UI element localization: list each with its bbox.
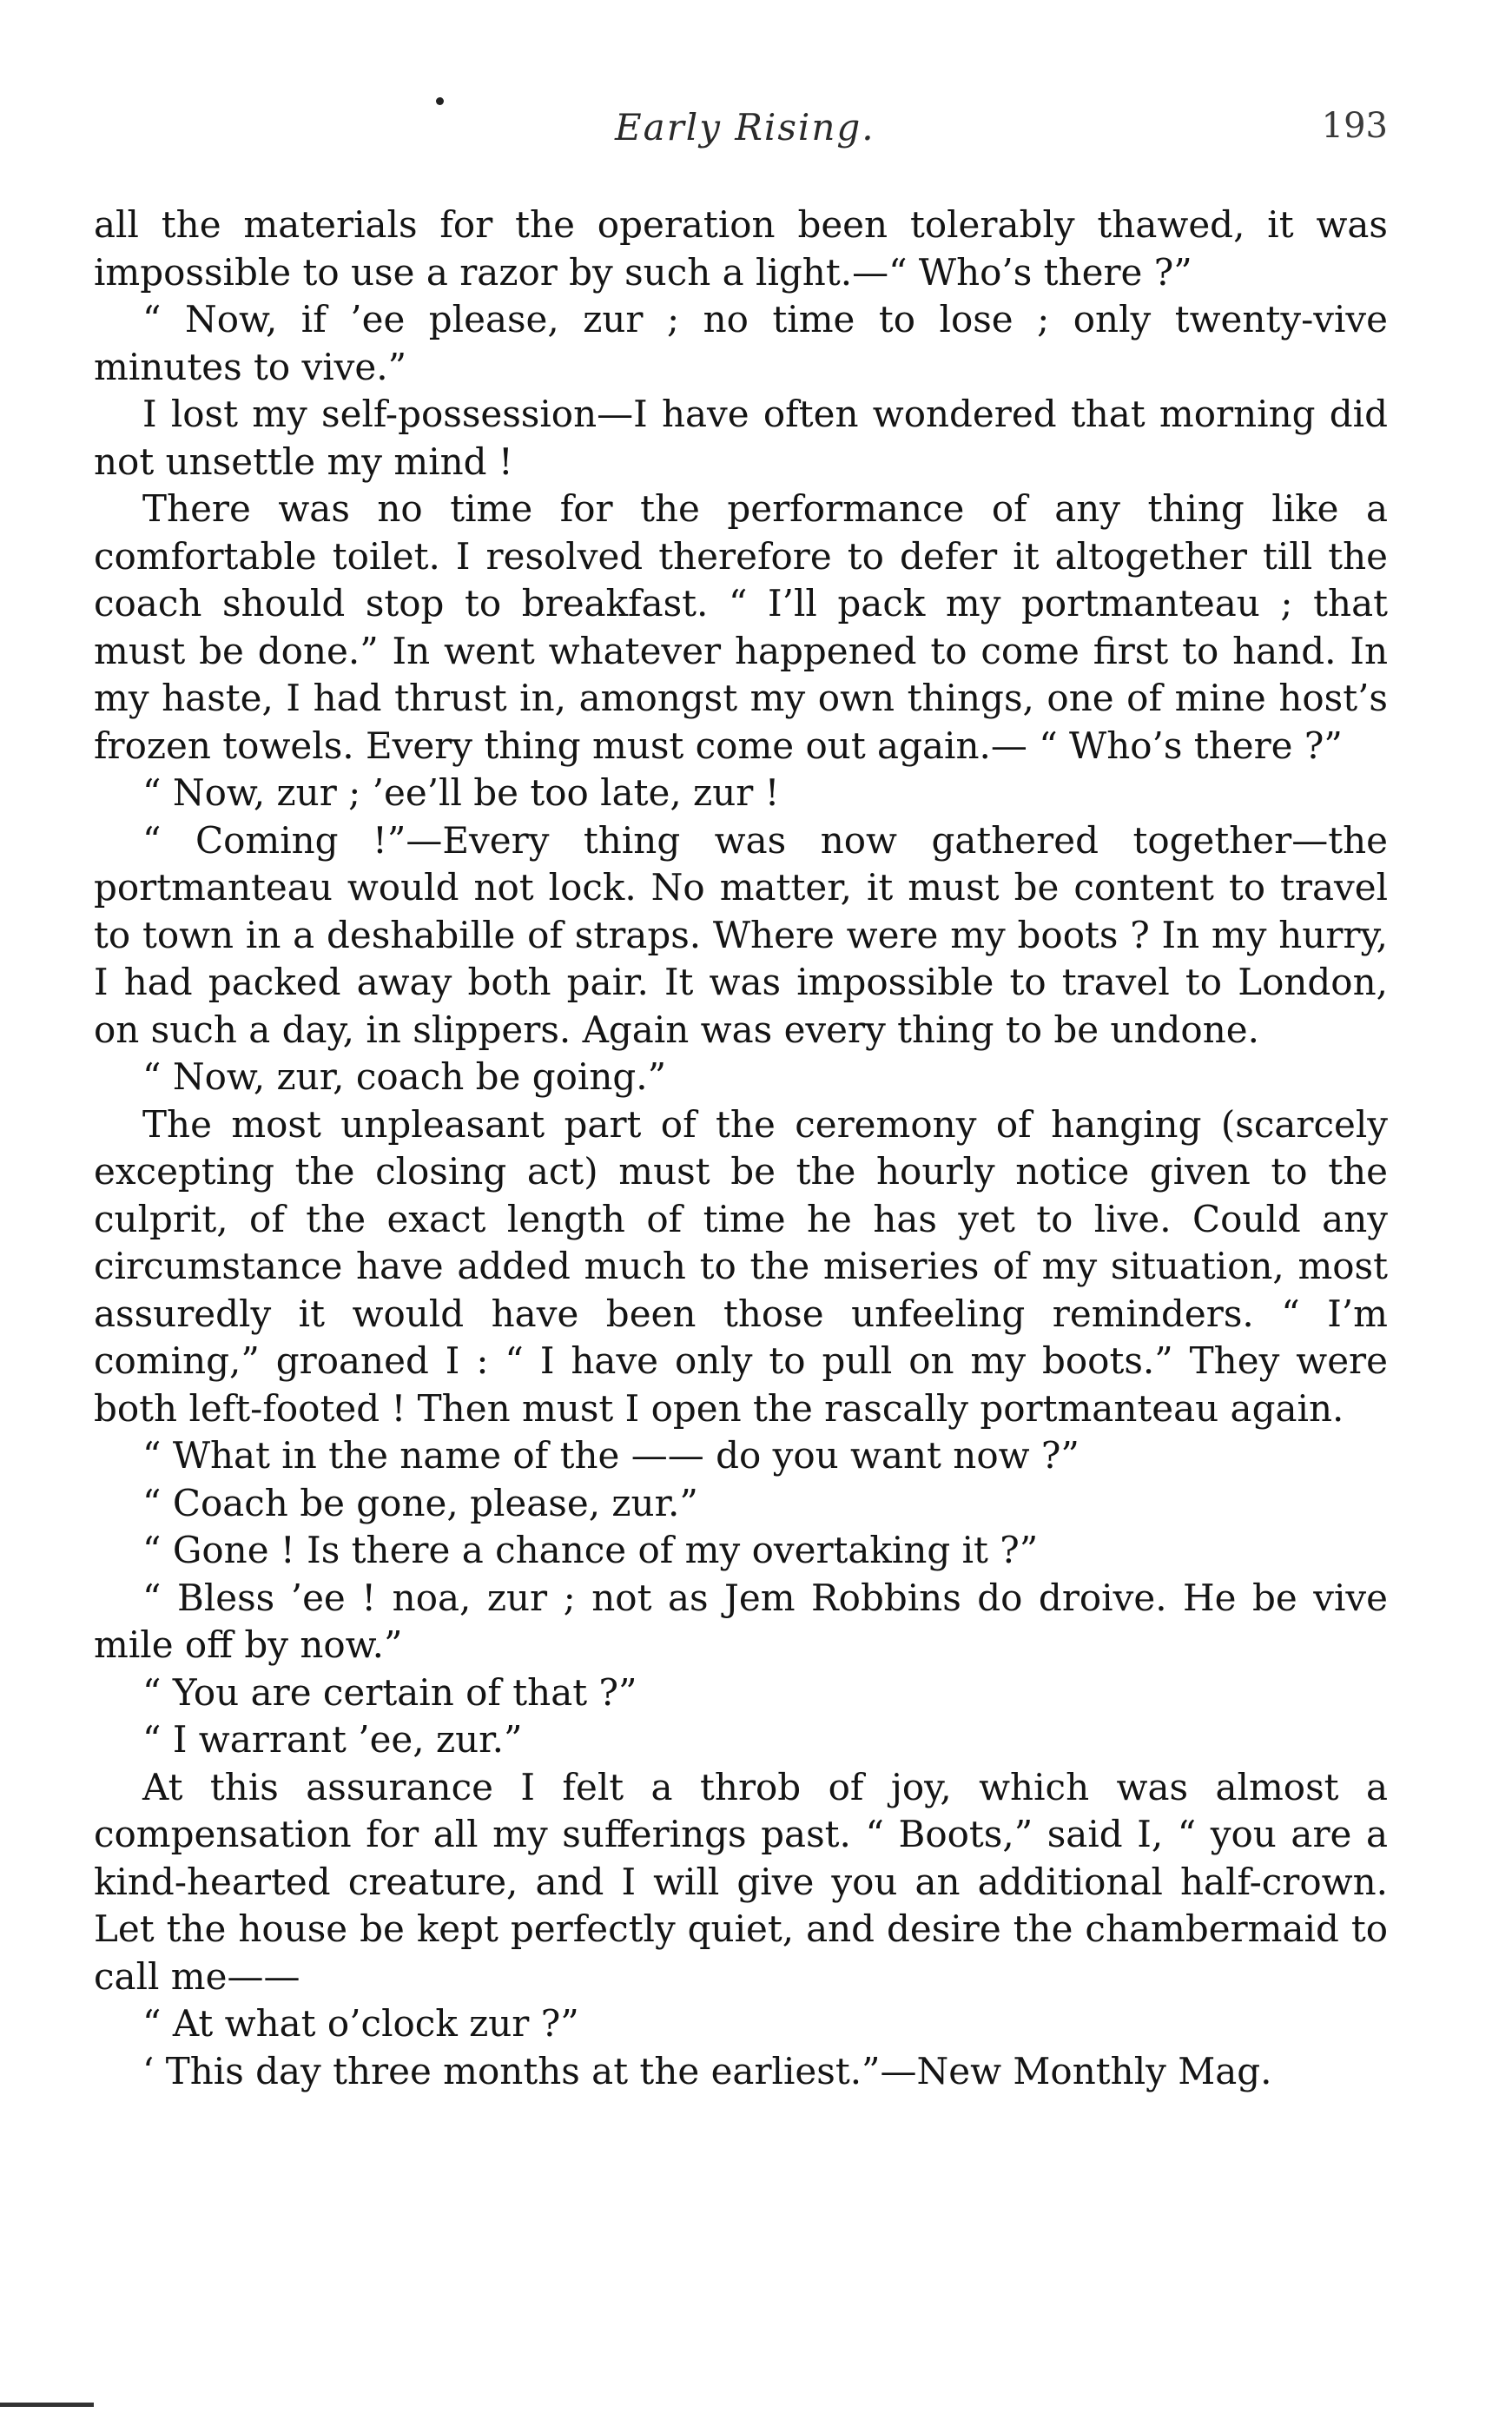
paragraph: “ At what o’clock zur ?” — [142, 2002, 579, 2045]
paragraph: “ Gone ! Is there a chance of my overtaking it ?” — [142, 1529, 1039, 1571]
paragraph: “ Now, zur, coach be going.” — [142, 1055, 667, 1098]
paragraph: “ You are certain of that ?” — [142, 1670, 637, 1714]
paragraph: I lost my self-possession—I have often wondered that morning did not unsettle my mind ! — [94, 393, 1388, 483]
paragraph: “ Now, if ’ee please, zur ; no time to lose ; only twenty-vive minutes to vive.” — [94, 298, 1388, 388]
running-head — [94, 106, 1388, 158]
paragraph: The most unpleasant part of the ceremony of hanging (scarcely excepting the closing act) must be the hourly notice given to the culprit, of the exact length of time he has yet to live. Could any circumstance have added much to the miseries of my situation, most assuredly it would have been those unfeeling reminders. “ I’m coming,” groaned I : “ I have only to pull on my boots.” They were both left-footed ! Then must I open the rascally portmanteau again. — [94, 1102, 1388, 1430]
scan-edge-mark — [0, 2403, 94, 2407]
paragraph: “ I warrant ’ee, zur.” — [142, 1718, 523, 1761]
paragraph: ‘ This day three months at the earliest.”—New Monthly Mag. — [142, 2049, 1272, 2092]
paragraph: “ Bless ’ee ! noa, zur ; not as Jem Robbins do droive. He be vive mile off by now.” — [94, 1576, 1388, 1666]
ink-dot — [436, 97, 444, 105]
paragraph: “ Coming !”—Every thing was now gathered together—the portmanteau would not lock. No matter, it must be content to travel to town in a deshabille of straps. Where were my boots ? In my hurry, I had packed away both pair. It was impossible to travel to London, on such a day, in slippers. Again was every thing to be undone. — [94, 818, 1388, 1051]
paragraph: At this assurance I felt a throb of joy, which was almost a compensation for all my sufferings past. “ Boots,” said I, “ you are a kind-hearted creature, and I will give you an additional half-crown. Let the house be kept perfectly quiet, and desire the chambermaid to call me—— — [94, 1765, 1388, 1998]
paragraph: There was no time for the performance of any thing like a comfortable toilet. I resolved therefore to defer it altogether till the coach should stop to breakfast. “ I’ll pack my portmanteau ; that must be done.” In went whatever happened to come first to hand. In my haste, I had thrust in, amongst my own things, one of mine host’s frozen towels. Every thing must come out again.— “ Who’s there ?” — [94, 487, 1388, 767]
paragraph: “ Now, zur ; ’ee’ll be too late, zur ! — [142, 771, 780, 814]
paragraph: all the materials for the operation been tolerably thawed, it was impossible to use a razor by such a light.—“ Who’s there ?” — [94, 203, 1388, 294]
paragraph: “ What in the name of the —— do you want now ?” — [142, 1434, 1080, 1477]
paragraph: “ Coach be gone, please, zur.” — [142, 1481, 698, 1524]
running-title: Early Rising. — [615, 106, 875, 149]
body-text — [94, 202, 1388, 2095]
page-number: 193 — [1321, 106, 1388, 146]
